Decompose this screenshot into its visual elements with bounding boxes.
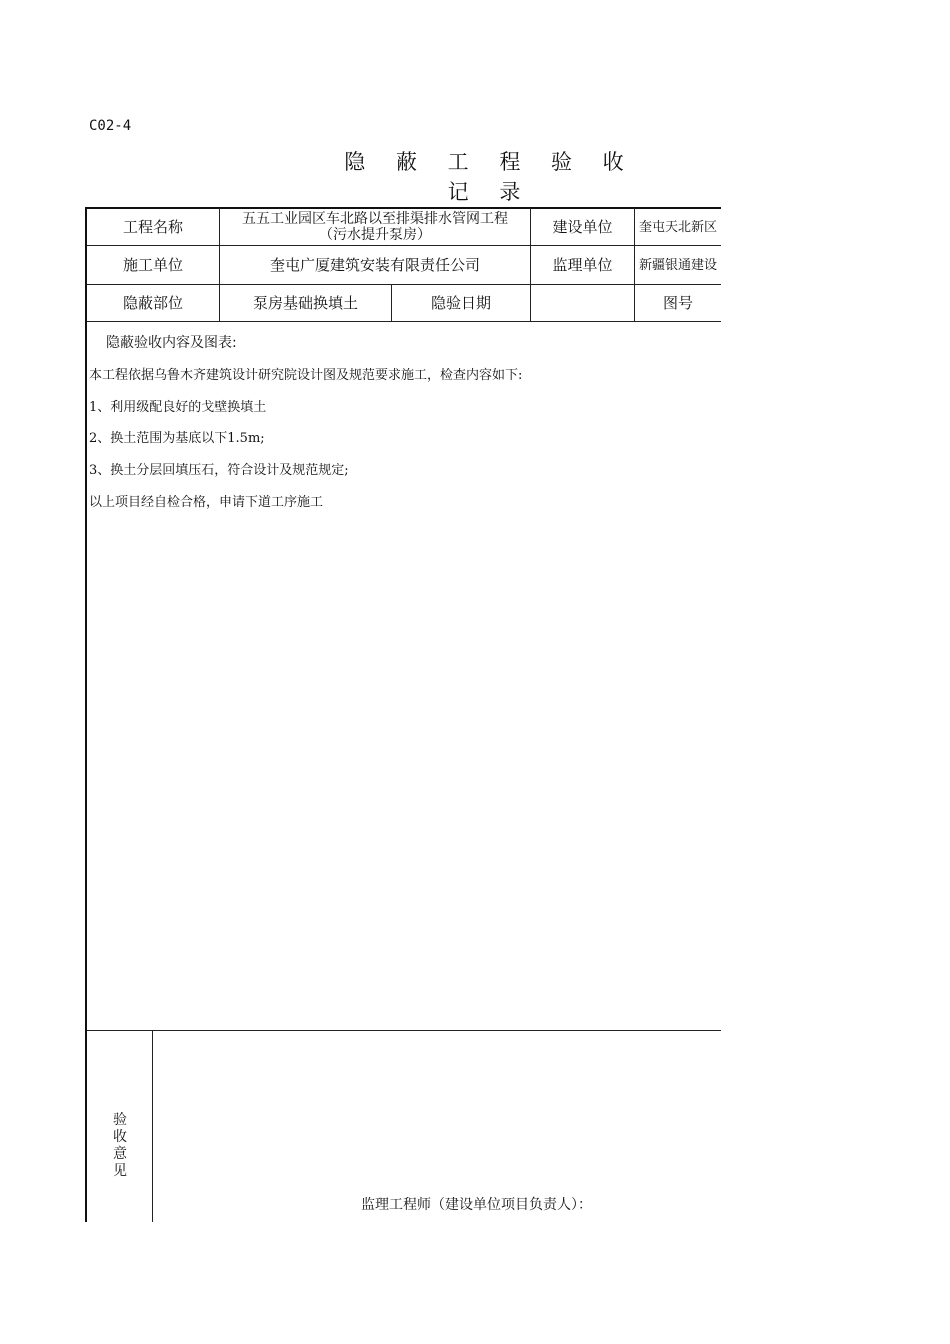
inspection-date-label: 隐验日期 [430,293,491,312]
project-name-label: 工程名称 [122,217,183,236]
content-heading: 隐蔽验收内容及图表: [106,335,237,351]
content-line: 以上项目经自检合格，申请下道工序施工 [89,495,324,510]
construction-unit-label: 建设单位 [552,217,613,236]
acceptance-label-char: 意 [113,1146,127,1162]
acceptance-label-char: 收 [113,1129,127,1145]
drawing-no-label: 图号 [662,293,693,312]
content-line: 本工程依据乌鲁木齐建筑设计研究院设计图及规范要求施工，检查内容如下: [89,368,523,383]
content-line: 1、利用级配良好的戈壁换填土 [89,400,267,415]
supervisor-label: 监理单位 [552,255,613,274]
hidden-part-value: 泵房基础换填土 [252,293,358,312]
inspection-date-value [531,285,634,321]
form-code: C02-4 [89,118,132,134]
hidden-part-label: 隐蔽部位 [122,293,183,312]
construction-unit-value: 奎屯天北新区 [639,219,718,235]
supervisor-value: 新疆银通建设 [639,257,718,273]
content-line: 3、换土分层回填压石，符合设计及规范规定; [89,463,349,478]
contractor-label: 施工单位 [122,255,183,274]
acceptance-label-char: 见 [113,1163,127,1179]
contractor-value: 奎屯广厦建筑安装有限责任公司 [269,255,480,274]
acceptance-opinion-label [110,1112,130,1180]
project-name-line1: 五五工业园区车北路以至排渠排水管网工程 [242,211,508,227]
content-line: 2、换土范围为基底以下1.5m; [89,431,265,446]
supervisor-signature-label: 监理工程师（建设单位项目负责人）： [361,1197,592,1213]
document-title: 隐 蔽 工 程 验 收 记 录 [344,150,636,204]
project-name-line2: （污水提升泵房） [319,227,431,243]
project-name-value [220,209,530,245]
acceptance-label-char: 验 [113,1112,127,1128]
